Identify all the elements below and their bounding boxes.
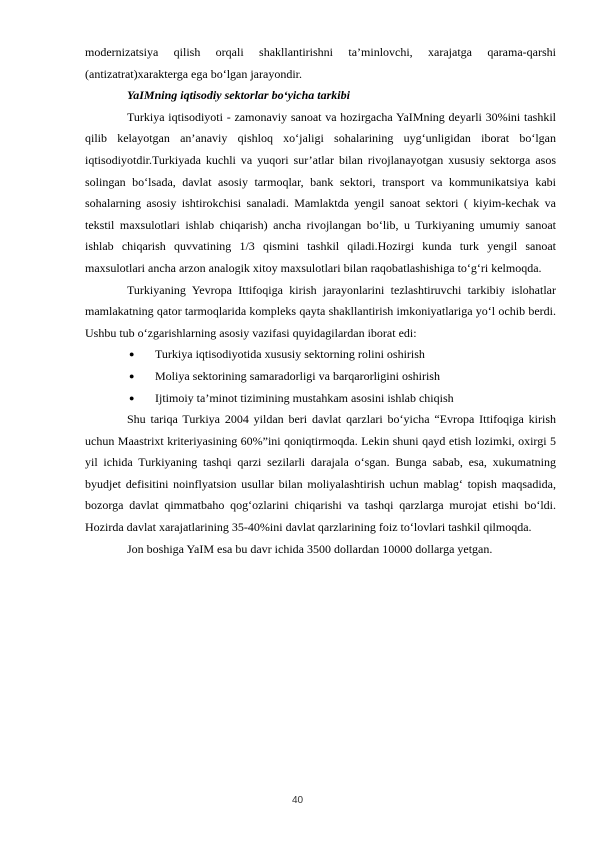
list-item-text: Ijtimoiy ta’minot tizimining mustahkam asosini ishlab chiqish [155,390,454,405]
list-item [85,388,556,410]
reform-tasks-list [85,344,556,409]
list-item-text: Turkiya iqtisodiyotida xususiy sektorning rolini oshirish [155,347,425,362]
list-item-text: Moliya sektorining samaradorligi va barqarorligini oshirish [155,368,440,383]
section-heading: YaIMning iqtisodiy sektorlar bo‘yicha tarkibi [127,88,350,103]
paragraph-gdp-per-capita: Jon boshiga YaIM esa bu davr ichida 3500 dollardan 10000 dollarga yetgan. [127,541,493,556]
list-item [85,344,556,366]
paragraph-eu-reforms: Turkiyaning Yevropa Ittifoqiga kirish jarayonlarini tezlashtiruvchi tarkibiy islohatlar mamlakatning qator tarmoqlarida kompleks qayta shakllantirish imkoniyatlariga yo‘l ochib berdi. Ushbu tub o‘zgarishlarning asosiy vazifasi quyidagilardan iborat edi: [85,282,556,340]
bullet-icon: ● [129,370,135,381]
document-page [85,42,556,560]
paragraph-economy-structure: Turkiya iqtisodiyoti - zamonaviy sanoat va hozirgacha YaIMning deyarli 30%ini tashkil qilib kelayotgan an’anaviy qishloq xo‘jaligi sohalarining uyg‘unligidan iborat bo‘lgan iqtisodiyotdir.Turkiyada kuchli va yuqori sur’atlar bilan rivojlanayotgan xususiy sektorga asos solingan bo‘lsada, davlat asosiy tarmoqlar, bank sektori, transport va kommunikatsiya kabi sohalarning asosiy ishtirokchisi sanaladi. Mamlaktda yengil sanoat sektori ( kiyim-kechak va tekstil maxsulotlari ishlab chiqarish) ancha rivojlangan bo‘lib, u Turkiyaning umumiy sanoat ishlab chiqarish quvvatining 1/3 qismini tashkil qiladi.Hozirgi kunda turk yengil sanoat maxsulotlari ancha arzon analogik xitoy maxsulotlari bilan raqobatlashishiga to‘g‘ri kelmoqda. [85,109,556,275]
bullet-icon: ● [129,392,135,403]
page-number: 40 [291,795,304,806]
list-item [85,366,556,388]
intro-paragraph: modernizatsiya qilish orqali shakllantirishni ta’minlovchi, xarajatga qarama-qarshi (antizatrat)xarakterga ega bo‘lgan jarayondir. [85,45,556,81]
bullet-icon: ● [129,349,135,360]
paragraph-public-debt: Shu tariqa Turkiya 2004 yildan beri davlat qarzlari bo‘yicha “Evropa Ittifoqiga kirish uchun Maastrixt kriteriyasining 60%”ini qoniqtirmoqda. Lekin shuni qayd etish lozimki, oxirgi 5 yil ichida Turkiyaning tashqi qarzi sezilarli darajala o‘sgan. Bunga sabab, esa, xukumatning byudjet defisitini noinflyatsion usullar bilan moliyalashtirish uchun mablag‘ topish maqsadida, bozorga davlat qimmatbaho qog‘ozlarini chiqarishi va tashqi qarzlarga murojat etishi bo‘ldi. Hozirda davlat xarajatlarining 35-40%ini davlat qarzlarining foiz to‘lovlari tashkil qilmoqda. [85,412,556,535]
